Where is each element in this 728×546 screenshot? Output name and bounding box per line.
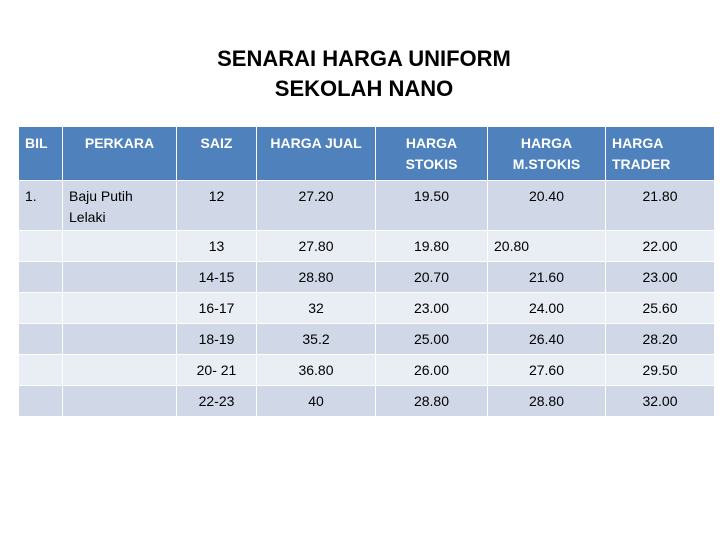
cell-harga-mstokis: 27.60 — [488, 355, 606, 386]
table-row — [19, 324, 715, 355]
cell-saiz: 22-23 — [177, 386, 257, 417]
header-perkara: PERKARA — [63, 127, 177, 181]
cell-harga-jual: 40 — [257, 386, 376, 417]
cell-saiz: 12 — [177, 181, 257, 231]
header-harga-jual: HARGA JUAL — [257, 127, 376, 181]
table-row — [19, 386, 715, 417]
cell-perkara — [63, 324, 177, 355]
table-body — [19, 181, 715, 417]
table-header — [19, 127, 715, 181]
cell-harga-jual: 35.2 — [257, 324, 376, 355]
cell-bil — [19, 231, 63, 262]
cell-bil — [19, 293, 63, 324]
cell-harga-mstokis: 24.00 — [488, 293, 606, 324]
title-line-1: SENARAI HARGA UNIFORM — [217, 46, 511, 71]
header-row — [19, 127, 715, 181]
cell-saiz: 20- 21 — [177, 355, 257, 386]
table-row — [19, 293, 715, 324]
cell-harga-mstokis: 26.40 — [488, 324, 606, 355]
cell-bil: 1. — [19, 181, 63, 231]
cell-harga-jual: 32 — [257, 293, 376, 324]
cell-saiz: 14-15 — [177, 262, 257, 293]
cell-harga-trader: 23.00 — [606, 262, 715, 293]
cell-harga-stokis: 19.50 — [376, 181, 488, 231]
cell-harga-jual: 36.80 — [257, 355, 376, 386]
cell-bil — [19, 386, 63, 417]
table-row — [19, 181, 715, 231]
cell-harga-trader: 25.60 — [606, 293, 715, 324]
cell-perkara: Baju Putih Lelaki — [63, 181, 177, 231]
cell-harga-stokis: 25.00 — [376, 324, 488, 355]
cell-bil — [19, 324, 63, 355]
cell-harga-mstokis: 28.80 — [488, 386, 606, 417]
title-line-2: SEKOLAH NANO — [274, 76, 454, 101]
cell-harga-jual: 28.80 — [257, 262, 376, 293]
cell-harga-stokis: 23.00 — [376, 293, 488, 324]
price-table — [18, 126, 715, 417]
cell-harga-stokis: 26.00 — [376, 355, 488, 386]
cell-harga-trader: 29.50 — [606, 355, 715, 386]
cell-harga-trader: 28.20 — [606, 324, 715, 355]
cell-harga-stokis: 28.80 — [376, 386, 488, 417]
cell-bil — [19, 355, 63, 386]
cell-perkara — [63, 386, 177, 417]
cell-harga-mstokis: 21.60 — [488, 262, 606, 293]
cell-harga-trader: 32.00 — [606, 386, 715, 417]
cell-perkara — [63, 293, 177, 324]
cell-saiz: 18-19 — [177, 324, 257, 355]
cell-perkara — [63, 262, 177, 293]
table-row — [19, 262, 715, 293]
cell-harga-mstokis: 20.40 — [488, 181, 606, 231]
cell-harga-jual: 27.80 — [257, 231, 376, 262]
cell-perkara — [63, 231, 177, 262]
page-title — [0, 44, 728, 104]
table-row — [19, 231, 715, 262]
cell-harga-stokis: 20.70 — [376, 262, 488, 293]
cell-saiz: 16-17 — [177, 293, 257, 324]
header-harga-mstokis: HARGA M.STOKIS — [488, 127, 606, 181]
header-harga-stokis: HARGA STOKIS — [376, 127, 488, 181]
cell-harga-stokis: 19.80 — [376, 231, 488, 262]
cell-perkara — [63, 355, 177, 386]
cell-saiz: 13 — [177, 231, 257, 262]
cell-harga-jual: 27.20 — [257, 181, 376, 231]
cell-harga-trader: 22.00 — [606, 231, 715, 262]
cell-harga-trader: 21.80 — [606, 181, 715, 231]
table-row — [19, 355, 715, 386]
header-bil: BIL — [19, 127, 63, 181]
cell-bil — [19, 262, 63, 293]
header-harga-trader: HARGA TRADER — [606, 127, 715, 181]
header-saiz: SAIZ — [177, 127, 257, 181]
cell-harga-mstokis: 20.80 — [488, 231, 606, 262]
